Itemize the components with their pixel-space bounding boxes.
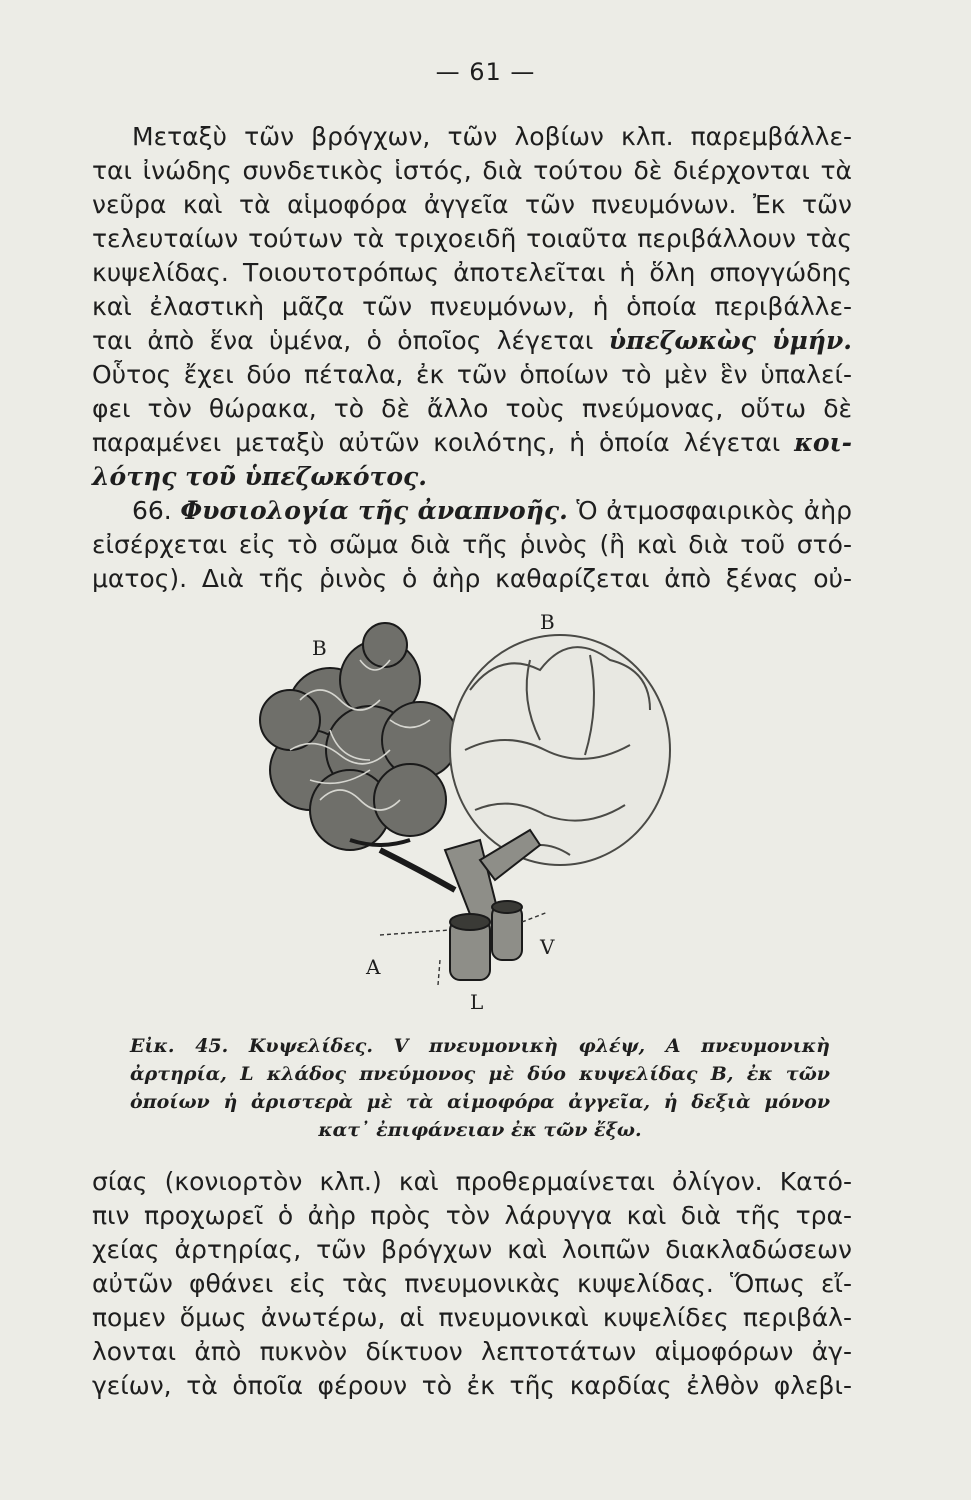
text-line: λονται ἀπὸ πυκνὸν δίκτυον λεπτοτάτων αἱμοφόρων ἀγ- — [92, 1337, 852, 1366]
text-line: εἰσέρχεται εἰς τὸ σῶμα διὰ τῆς ῥινὸς (ἢ καὶ διὰ τοῦ στό- — [92, 530, 852, 559]
body-text-bottom — [92, 1165, 852, 1403]
text-line: καὶ ἐλαστικὴ μᾶζα τῶν πνευμόνων, ἡ ὁποία περιβάλλε- — [92, 292, 852, 321]
text-line — [92, 460, 852, 494]
text-line: ματος). Διὰ τῆς ῥινὸς ὁ ἀὴρ καθαρίζεται ἀπὸ ξένας οὐ- — [92, 564, 852, 593]
text-line: νεῦρα καὶ τὰ αἱμοφόρα ἀγγεῖα τῶν πνευμόνων. Ἐκ τῶν — [92, 190, 852, 219]
caption-line: ἀρτηρία, L κλάδος πνεύμονος μὲ δύο κυψελίδας B, ἐκ τῶν — [130, 1063, 830, 1085]
right-alveolus — [450, 635, 670, 865]
term-pleural-cavity-start: κοι- — [794, 428, 853, 457]
text-span: ται ἀπὸ ἕνα ὑμένα, ὁ ὁποῖος λέγεται — [92, 326, 594, 355]
page-number: — 61 — — [435, 58, 536, 86]
alveoli-illustration — [230, 600, 710, 1020]
figure-caption — [130, 1032, 830, 1144]
caption-line: ὁποίων ἡ ἀριστερὰ μὲ τὰ αἱμοφόρα ἀγγεῖα, ἡ δεξιὰ μόνον — [130, 1091, 830, 1113]
text-line: χείας ἀρτηρίας, τῶν βρόγχων καὶ λοιπῶν διακλαδώσεων — [92, 1235, 852, 1264]
text-line: σίας (κονιορτὸν κλπ.) καὶ προθερμαίνεται ὀλίγον. Κατό- — [92, 1167, 852, 1196]
text-line: πιν προχωρεῖ ὁ ἀὴρ πρὸς τὸν λάρυγγα καὶ διὰ τῆς τρα- — [92, 1201, 852, 1230]
text-line: τελευταίων τούτων τὰ τριχοειδῆ τοιαῦτα περιβάλλουν τὰς — [92, 224, 852, 253]
text-line: κυψελίδας. Τοιουτοτρόπως ἀποτελεῖται ἡ ὅλη σπογγώδης — [92, 258, 852, 287]
text-span: Ὁ ἀτμοσφαιρικὸς ἀὴρ — [576, 496, 852, 525]
label-a: A — [366, 955, 381, 979]
text-line: Οὗτος ἔχει δύο πέταλα, ἐκ τῶν ὁποίων τὸ μὲν ἓν ὑπαλεί- — [92, 360, 852, 389]
left-alveolus — [260, 623, 458, 850]
text-line — [92, 324, 852, 358]
caption-line: Εἰκ. 45. Κυψελίδες. V πνευμονικὴ φλέψ, A πνευμονικὴ — [130, 1035, 830, 1057]
label-b-left: B — [312, 636, 327, 660]
text-span: παραμένει μεταξὺ αὐτῶν κοιλότης, ἡ ὁποία λέγεται — [92, 428, 781, 457]
label-l: L — [470, 990, 484, 1014]
text-line: φει τὸν θώρακα, τὸ δὲ ἄλλο τοὺς πνεύμονας, οὕτω δὲ — [92, 394, 852, 423]
section-number: 66. — [132, 496, 172, 525]
text-line: αὐτῶν φθάνει εἰς τὰς πνευμονικὰς κυψελίδας. Ὅπως εἴ- — [92, 1269, 852, 1298]
text-line: πομεν ὅμως ἀνωτέρω, αἱ πνευμονικαὶ κυψελίδες περιβάλ- — [92, 1303, 852, 1332]
text-line — [92, 426, 852, 460]
alveoli-figure — [230, 600, 710, 1020]
label-b-right: B — [540, 610, 555, 634]
section-title: Φυσιολογία τῆς ἀναπνοῆς. — [180, 496, 568, 525]
text-line: γείων, τὰ ὁποῖα φέρουν τὸ ἐκ τῆς καρδίας ἐλθὸν φλεβι- — [92, 1371, 852, 1400]
text-line: Μεταξὺ τῶν βρόγχων, τῶν λοβίων κλπ. παρεμβάλλε- — [132, 122, 852, 151]
label-v: V — [540, 935, 555, 959]
caption-line: κατ᾽ ἐπιφάνειαν ἐκ τῶν ἔξω. — [318, 1119, 642, 1141]
text-line: ται ἰνώδης συνδετικὸς ἱστός, διὰ τούτου δὲ διέρχονται τὰ — [92, 156, 852, 185]
body-text-top — [92, 120, 852, 596]
term-pleura: ὑπεζωκὼς ὑμήν. — [608, 326, 852, 355]
section-heading-line — [92, 494, 852, 528]
term-pleural-cavity-end: λότης τοῦ ὑπεζωκότος. — [92, 462, 427, 491]
